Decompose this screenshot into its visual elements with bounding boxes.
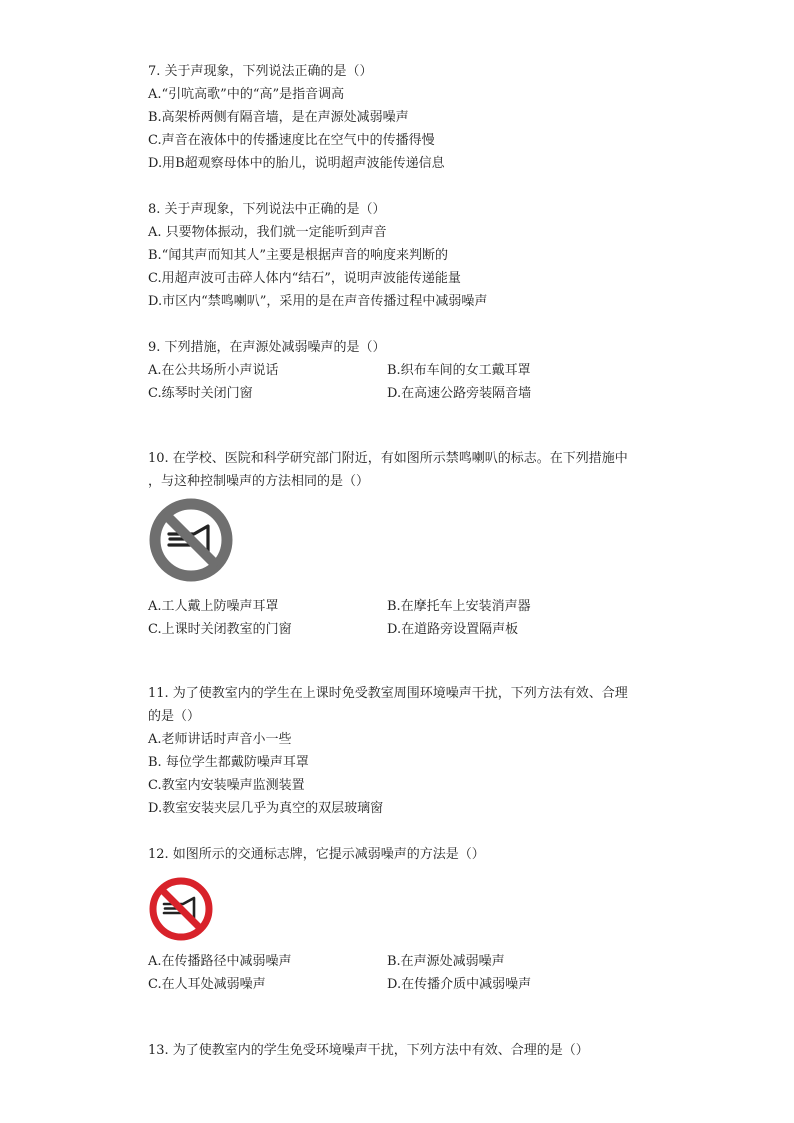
question-9-options-row-2 (148, 382, 668, 405)
question-7-stem: 7. 关于声现象，下列说法正确的是（） (148, 64, 373, 79)
question-11-option-a[interactable]: A.老师讲话时声音小一些 (148, 732, 292, 747)
question-12-option-d[interactable]: D.在传播介质中减弱噪声 (387, 977, 532, 992)
question-10-option-a[interactable]: A.工人戴上防噪声耳罩 (148, 599, 279, 614)
question-13-stem: 13. 为了使教室内的学生免受环境噪声干扰，下列方法中有效、合理的是（） (148, 1043, 589, 1058)
question-10-option-d[interactable]: D.在道路旁设置隔声板 (387, 622, 519, 637)
question-7-option-c[interactable]: C.声音在液体中的传播速度比在空气中的传播得慢 (148, 133, 435, 148)
no-horn-sign-gray-icon (148, 497, 234, 583)
question-11-option-b[interactable]: B. 每位学生都戴防噪声耳罩 (148, 755, 309, 770)
question-11-option-c[interactable]: C.教室内安装噪声监测装置 (148, 778, 305, 793)
question-10-option-b[interactable]: B.在摩托车上安装消声器 (387, 599, 531, 614)
question-7-option-b[interactable]: B.高架桥两侧有隔音墙，是在声源处减弱噪声 (148, 110, 409, 125)
question-8-option-d[interactable]: D.市区内“禁鸣喇叭”，采用的是在声音传播过程中减弱噪声 (148, 294, 488, 309)
question-12-option-c[interactable]: C.在人耳处减弱噪声 (148, 977, 266, 992)
question-9-option-d[interactable]: D.在高速公路旁装隔音墙 (387, 386, 532, 401)
question-8-option-a[interactable]: A. 只要物体振动，我们就一定能听到声音 (148, 225, 387, 240)
question-9-stem: 9. 下列措施，在声源处减弱噪声的是（） (148, 340, 386, 355)
question-8-option-b[interactable]: B.“闻其声而知其人”主要是根据声音的响度来判断的 (148, 248, 448, 263)
question-11 (148, 682, 668, 820)
question-9-option-c[interactable]: C.练琴时关闭门窗 (148, 386, 253, 401)
question-10-options-row-2 (148, 618, 668, 641)
question-11-stem-line-1: 11. 为了使教室内的学生在上课时免受教室周围环境噪声干扰，下列方法有效、合理 (148, 686, 628, 701)
question-12-options-row-2 (148, 973, 668, 996)
question-13 (148, 1039, 668, 1062)
question-12 (148, 843, 668, 866)
question-10-stem-line-2: ，与这种控制噪声的方法相同的是（） (148, 474, 370, 489)
question-7-option-d[interactable]: D.用B超观察母体中的胎儿，说明超声波能传递信息 (148, 156, 445, 171)
question-8-stem: 8. 关于声现象，下列说法中正确的是（） (148, 202, 386, 217)
no-horn-sign-red-icon (148, 876, 214, 942)
question-9-options-row-1 (148, 359, 668, 382)
question-7-option-a[interactable]: A.“引吭高歌”中的“高”是指音调高 (148, 87, 345, 102)
question-12-option-b[interactable]: B.在声源处减弱噪声 (387, 954, 505, 969)
question-12-option-a[interactable]: A.在传播路径中减弱噪声 (148, 954, 292, 969)
question-11-option-d[interactable]: D.教室安装夹层几乎为真空的双层玻璃窗 (148, 801, 384, 816)
question-12-options-row-1 (148, 950, 668, 973)
question-8 (148, 198, 668, 313)
question-10-options-row-1 (148, 595, 668, 618)
question-12-options (148, 950, 668, 996)
question-9-option-b[interactable]: B.织布车间的女工戴耳罩 (387, 363, 531, 378)
question-8-option-c[interactable]: C.用超声波可击碎人体内“结石”，说明声波能传递能量 (148, 271, 461, 286)
question-10-stem-line-1: 10. 在学校、医院和科学研究部门附近，有如图所示禁鸣喇叭的标志。在下列措施中 (148, 451, 628, 466)
question-7 (148, 60, 668, 175)
question-9-option-a[interactable]: A.在公共场所小声说话 (148, 363, 279, 378)
question-10-option-c[interactable]: C.上课时关闭教室的门窗 (148, 622, 292, 637)
question-10-options (148, 595, 668, 641)
question-10 (148, 447, 668, 493)
question-9 (148, 336, 668, 405)
question-12-stem: 12. 如图所示的交通标志牌，它提示减弱噪声的方法是（） (148, 847, 485, 862)
question-11-stem-line-2: 的是（） (148, 709, 201, 724)
